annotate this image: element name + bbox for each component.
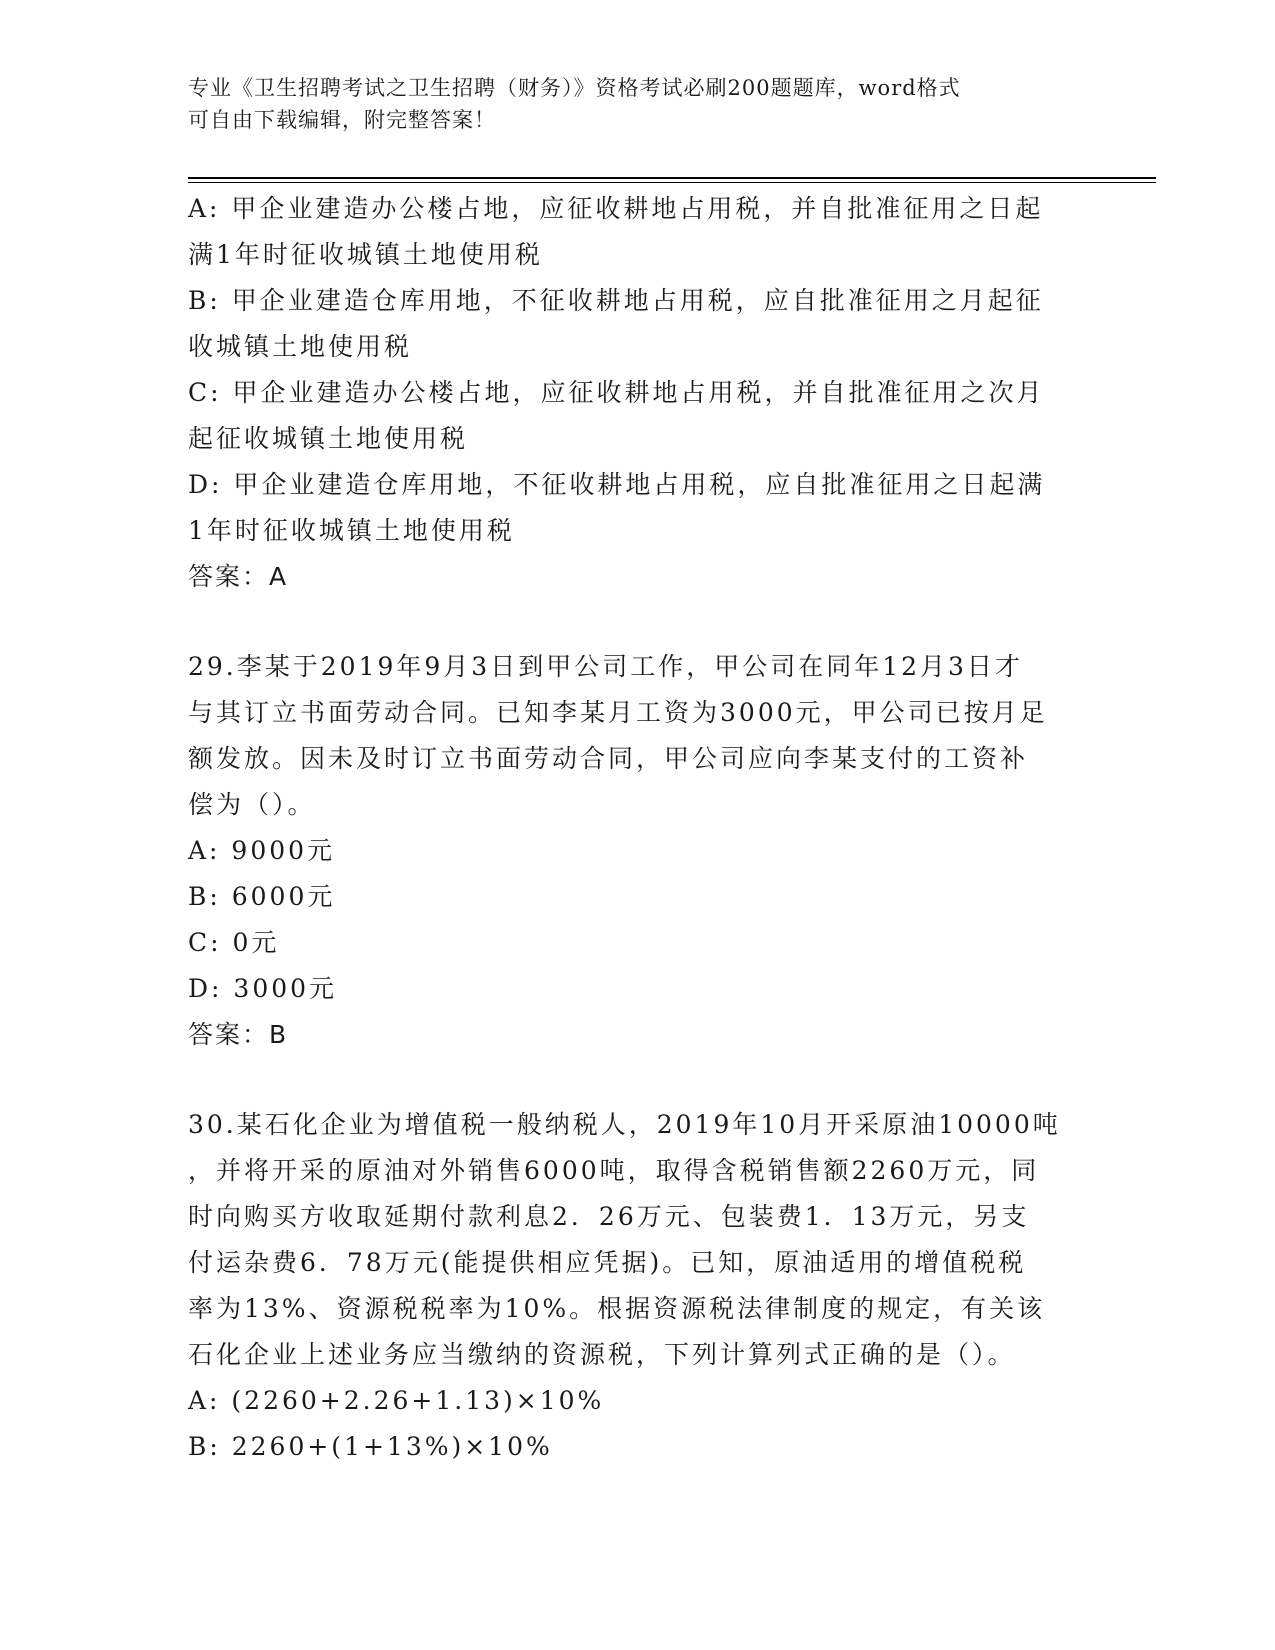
question-28 xyxy=(188,186,1088,600)
q28-option-d-line-2: 1年时征收城镇土地使用税 xyxy=(188,516,515,545)
question-29 xyxy=(188,644,1088,1058)
q28-option-a-line-1: A: 甲企业建造办公楼占地，应征收耕地占用税，并自批准征用之日起 xyxy=(188,194,1044,223)
q29-option-d: D: 3000元 xyxy=(188,974,338,1003)
header-rule-thin xyxy=(188,182,1156,183)
header-rule-thick xyxy=(188,177,1156,179)
q30-stem-line-5: 率为13%、资源税税率为10%。根据资源税法律制度的规定，有关该 xyxy=(188,1294,1046,1323)
q30-option-b: B: 2260+(1+13%)×10% xyxy=(188,1432,553,1461)
q29-stem-line-2: 与其订立书面劳动合同。已知李某月工资为3000元，甲公司已按月足 xyxy=(188,698,1048,727)
q30-stem-line-1: 30.某石化企业为增值税一般纳税人，2019年10月开采原油10000吨 xyxy=(188,1110,1061,1139)
q29-stem-line-3: 额发放。因未及时订立书面劳动合同，甲公司应向李某支付的工资补 xyxy=(188,744,1029,773)
header-line-2: 可自由下载编辑，附完整答案！ xyxy=(188,108,496,132)
q29-stem-line-4: 偿为（）。 xyxy=(188,790,316,819)
q28-option-b-line-2: 收城镇土地使用税 xyxy=(188,332,413,361)
q28-answer: 答案：A xyxy=(188,562,289,591)
question-30 xyxy=(188,1102,1088,1470)
q29-option-b: B: 6000元 xyxy=(188,882,336,911)
q28-option-b-line-1: B: 甲企业建造仓库用地，不征收耕地占用税，应自批准征用之月起征 xyxy=(188,286,1044,315)
q30-stem-line-4: 付运杂费6．78万元(能提供相应凭据)。已知，原油适用的增值税税 xyxy=(188,1248,1027,1277)
header-line-1: 专业《卫生招聘考试之卫生招聘（财务）》资格考试必刷200题题库，word格式 xyxy=(188,76,961,100)
q30-stem-line-6: 石化企业上述业务应当缴纳的资源税，下列计算列式正确的是（）。 xyxy=(188,1340,1016,1369)
spacer xyxy=(188,600,1088,644)
q29-answer: 答案：B xyxy=(188,1020,289,1049)
q29-stem-line-1: 29.李某于2019年9月3日到甲公司工作，甲公司在同年12月3日才 xyxy=(188,652,1023,681)
q29-option-a: A: 9000元 xyxy=(188,836,336,865)
q29-option-c: C: 0元 xyxy=(188,928,280,957)
q30-stem-line-2: ，并将开采的原油对外销售6000吨，取得含税销售额2260万元，同 xyxy=(188,1156,1040,1185)
document-body xyxy=(188,186,1088,1470)
page-header xyxy=(188,72,1068,136)
q30-stem-line-3: 时向购买方收取延期付款利息2．26万元、包装费1．13万元，另支 xyxy=(188,1202,1030,1231)
q28-option-d-line-1: D: 甲企业建造仓库用地，不征收耕地占用税，应自批准征用之日起满 xyxy=(188,470,1046,499)
q28-option-a-line-2: 满1年时征收城镇土地使用税 xyxy=(188,240,543,269)
q30-option-a: A: (2260+2.26+1.13)×10% xyxy=(188,1386,605,1415)
q28-option-c-line-1: C: 甲企业建造办公楼占地，应征收耕地占用税，并自批准征用之次月 xyxy=(188,378,1045,407)
q28-option-c-line-2: 起征收城镇土地使用税 xyxy=(188,424,469,453)
spacer xyxy=(188,1058,1088,1102)
